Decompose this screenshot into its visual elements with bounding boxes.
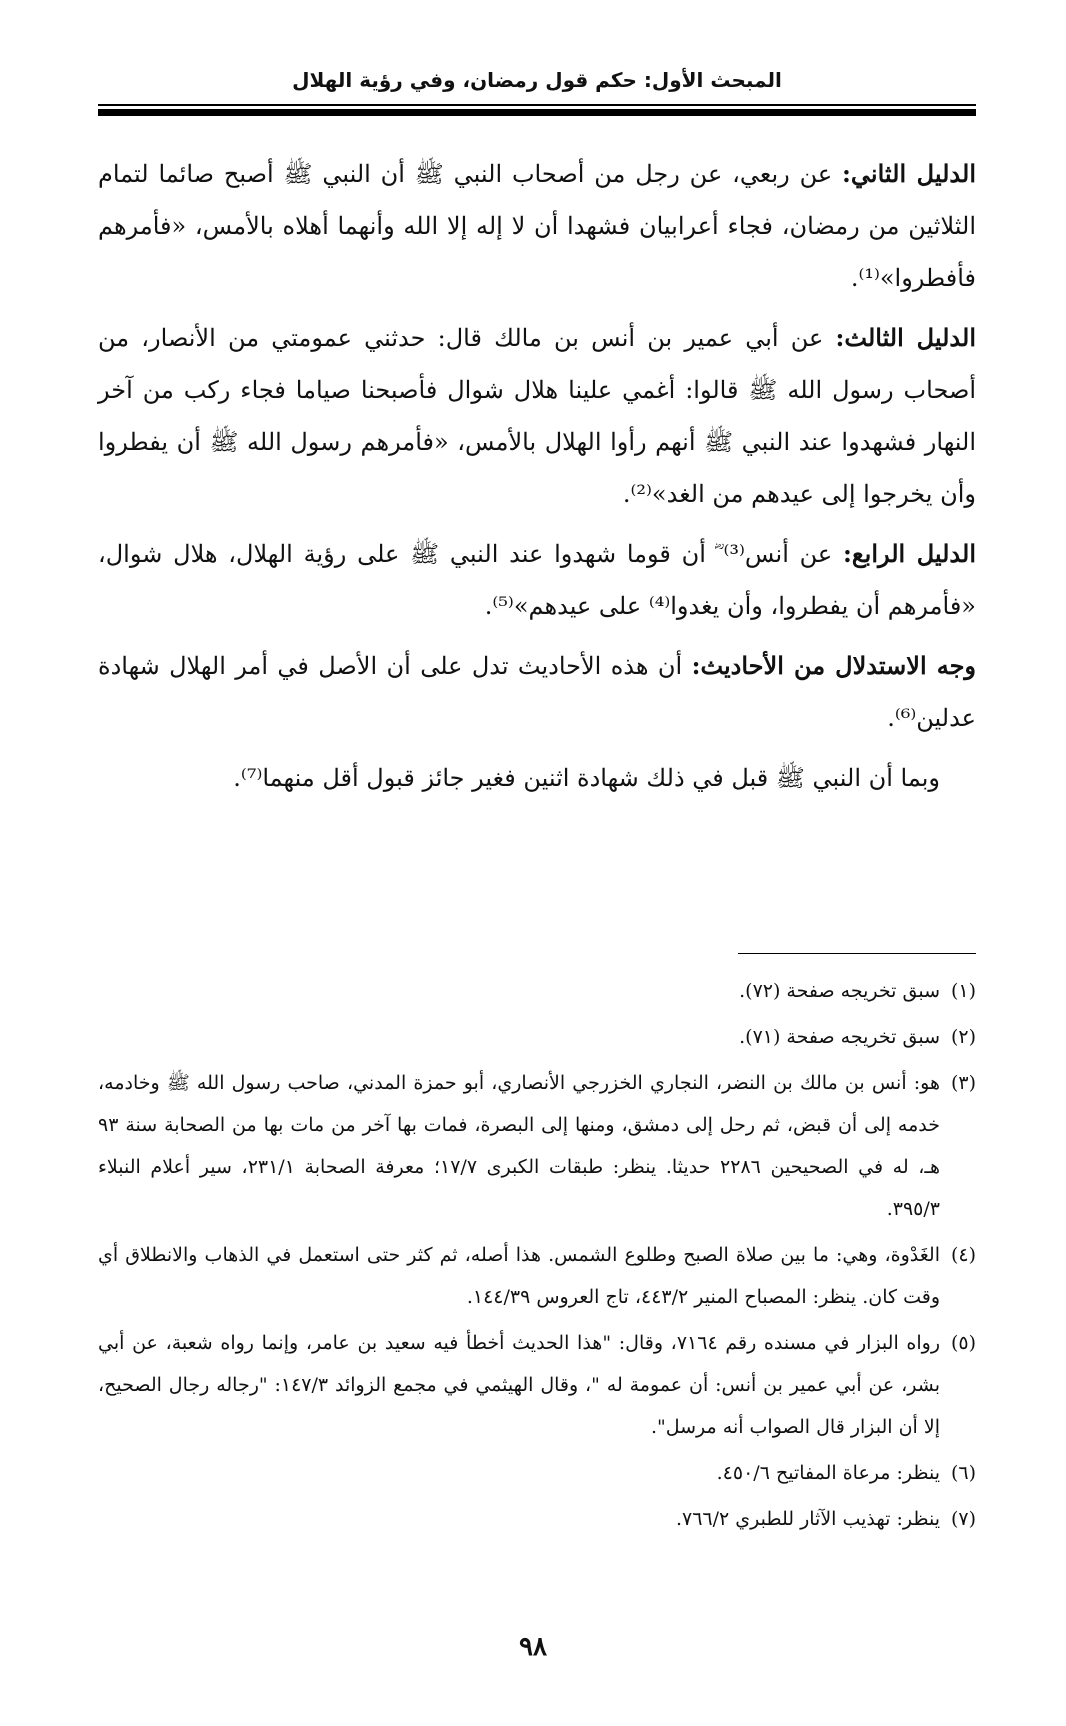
paragraph-body: أن هذه الأحاديث تدل على أن الأصل في أمر الهلال شهادة عدلين⁽⁶⁾.	[98, 652, 976, 732]
header-rule-thin	[98, 104, 976, 106]
paragraph-inference	[98, 640, 976, 744]
footnote-text: ينظر: تهذيب الآثار للطبري ٧٦٦/٢.	[675, 1508, 940, 1530]
paragraph-label: الدليل الرابع:	[843, 539, 977, 568]
footnote-text: الغَدْوة، وهي: ما بين صلاة الصبح وطلوع الشمس. هذا أصله، ثم كثر حتى استعمل في الذهاب والانطلاق أي وقت كان. ينظر: المصباح المنير ٤٤٣/٢، تاج العروس ١٤٤/٣٩.	[98, 1244, 940, 1308]
footnote-number: (٧)	[950, 1508, 976, 1530]
footnote-separator	[738, 953, 976, 954]
page-number: ٩٨	[519, 1632, 547, 1662]
footnote-number: (٢)	[950, 1026, 976, 1048]
paragraph-label: وجه الاستدلال من الأحاديث:	[691, 651, 977, 680]
footnote-number: (٥)	[950, 1332, 976, 1354]
footnote-text: رواه البزار في مسنده رقم ٧١٦٤، وقال: "هذا الحديث أخطأ فيه سعيد بن عامر، وإنما رواه شعبة، عن أبي بشر، عن أبي عمير بن أنس: أن عمومة له "، وقال الهيثمي في مجمع الزوائد ١٤٧/٣: "رجاله رجال الصحيح، إلا أن البزار قال الصواب أنه مرسل".	[98, 1332, 940, 1438]
paragraph-label: الدليل الثالث:	[835, 323, 976, 352]
running-header: المبحث الأول: حكم قول رمضان، وفي رؤية الهلال	[292, 68, 782, 92]
paragraph-evidence-4	[98, 528, 976, 632]
footnote-text: هو: أنس بن مالك بن النضر، النجاري الخزرجي الأنصاري، أبو حمزة المدني، صاحب رسول الله ﷺ وخادمه، خدمه إلى أن قبض، ثم رحل إلى دمشق، ومنها إلى البصرة، فمات بها آخر من مات بها من الصحابة سنة ٩٣ هـ، له في الصحيحين ٢٢٨٦ حديثا. ينظر: طبقات الكبرى ١٧/٧؛ معرفة الصحابة ٢٣١/١، سير أعلام النبلاء ٣٩٥/٣.	[98, 1072, 940, 1220]
paragraph-evidence-3	[98, 312, 976, 520]
footnotes	[98, 970, 976, 1544]
footnote-text: سبق تخريجه صفحة (٧١).	[739, 1026, 940, 1048]
footnote-6	[98, 1452, 976, 1494]
footnote-text: سبق تخريجه صفحة (٧٢).	[739, 980, 940, 1002]
footnote-3	[98, 1062, 976, 1230]
paragraph-body: عن ربعي، عن رجل من أصحاب النبي ﷺ أن النبي ﷺ أصبح صائما لتمام الثلاثين من رمضان، فجاء أعرابيان فشهدا أن لا إله إلا الله وأنهما أهلاه بالأمس، «فأمرهم فأفطروا»⁽¹⁾.	[98, 160, 977, 292]
footnote-4	[98, 1234, 976, 1318]
paragraph-body: عن أنس⁽³⁾ ؓ أن قوما شهدوا عند النبي ﷺ على رؤية الهلال، هلال شوال، «فأمرهم أن يفطروا، وأن يغدوا⁽⁴⁾ على عيدهم»⁽⁵⁾.	[98, 540, 976, 620]
footnote-2	[98, 1016, 976, 1058]
paragraph-body: وبما أن النبي ﷺ قبل في ذلك شهادة اثنين فغير جائز قبول أقل منهما⁽⁷⁾.	[233, 764, 940, 792]
footnote-5	[98, 1322, 976, 1448]
footnote-7	[98, 1498, 976, 1540]
footnote-1	[98, 970, 976, 1012]
footnote-number: (٣)	[950, 1072, 976, 1094]
footnote-number: (١)	[950, 980, 976, 1002]
paragraph-body: عن أبي عمير بن أنس بن مالك قال: حدثني عمومتي من الأنصار، من أصحاب رسول الله ﷺ قالوا: أغمي علينا هلال شوال فأصبحنا صياما فجاء ركب من آخر النهار فشهدوا عند النبي ﷺ أنهم رأوا الهلال بالأمس، «فأمرهم رسول الله ﷺ أن يفطروا وأن يخرجوا إلى عيدهم من الغد»⁽²⁾.	[98, 324, 977, 508]
footnote-number: (٤)	[950, 1244, 976, 1266]
footnote-number: (٦)	[950, 1462, 976, 1484]
footnote-text: ينظر: مرعاة المفاتيح ٤٥٠/٦.	[716, 1462, 940, 1484]
header-rule-thick	[98, 109, 976, 116]
paragraph-label: الدليل الثاني:	[842, 159, 976, 188]
main-text	[98, 148, 976, 812]
paragraph-evidence-2	[98, 148, 976, 304]
paragraph-conclusion	[98, 752, 976, 804]
